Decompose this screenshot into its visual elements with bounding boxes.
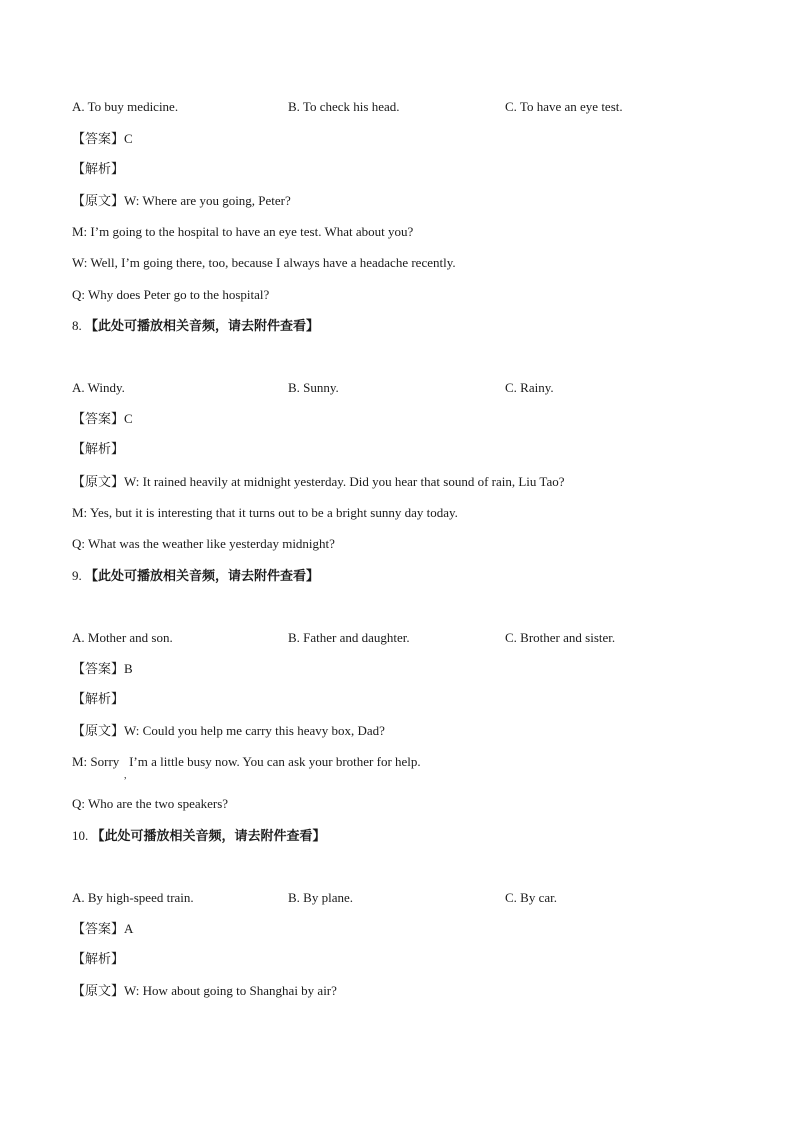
- q8-option-a: A. Windy.: [72, 380, 125, 395]
- question-number: 9.: [72, 568, 82, 583]
- q7-analysis-label: 【解析】: [72, 162, 125, 177]
- question-number: 10.: [72, 828, 89, 843]
- dialogue-text: W: It rained heavily at midnight yesterday. Did you hear that sound of rain, Liu Tao?: [124, 474, 565, 489]
- q7-option-b: B. To check his head.: [288, 99, 400, 114]
- answer-value: B: [124, 661, 133, 676]
- answer-value: C: [124, 131, 133, 146]
- q7-transcript-line: [72, 193, 291, 210]
- dialogue-text: W: Where are you going, Peter?: [124, 193, 291, 208]
- q8-transcript-line: [72, 474, 565, 491]
- q9-heading: [72, 568, 319, 585]
- question-number: 8.: [72, 318, 82, 333]
- q7-question-line: Q: Why does Peter go to the hospital?: [72, 287, 270, 302]
- q10-option-a: A. By high-speed train.: [72, 890, 194, 905]
- source-label: 【原文】: [72, 724, 125, 739]
- source-label: 【原文】: [72, 194, 125, 209]
- source-label: 【原文】: [72, 984, 125, 999]
- answer-label: 【答案】: [72, 662, 125, 677]
- dialogue-text: W: How about going to Shanghai by air?: [124, 983, 337, 998]
- answer-label: 【答案】: [72, 132, 125, 147]
- q10-heading: [72, 828, 326, 845]
- q10-answer: [72, 921, 133, 938]
- dialogue-text: I’m a little busy now. You can ask your brother for help.: [129, 754, 421, 769]
- q7-transcript-line: W: Well, I’m going there, too, because I always have a headache recently.: [72, 255, 456, 270]
- q8-heading: [72, 318, 319, 335]
- q8-question-line: Q: What was the weather like yesterday midnight?: [72, 536, 335, 551]
- q10-transcript-line: [72, 983, 337, 1000]
- q7-transcript-line: M: I’m going to the hospital to have an eye test. What about you?: [72, 224, 414, 239]
- q9-option-a: A. Mother and son.: [72, 630, 173, 645]
- q7-option-a: A. To buy medicine.: [72, 99, 179, 114]
- q10-option-c: C. By car.: [505, 890, 557, 905]
- answer-label: 【答案】: [72, 412, 125, 427]
- q9-question-line: Q: Who are the two speakers?: [72, 796, 229, 811]
- answer-label: 【答案】: [72, 922, 125, 937]
- q9-option-c: C. Brother and sister.: [505, 630, 616, 645]
- audio-prompt: 【此处可播放相关音频，请去附件查看】: [85, 569, 320, 584]
- q7-option-c: C. To have an eye test.: [505, 99, 623, 114]
- q9-transcript-line: [72, 754, 421, 770]
- q8-option-c: C. Rainy.: [505, 380, 554, 395]
- answer-value: A: [124, 921, 134, 936]
- q9-transcript-line: [72, 723, 385, 740]
- q7-answer: [72, 131, 133, 148]
- answer-value: C: [124, 411, 133, 426]
- q9-answer: [72, 661, 133, 678]
- audio-prompt: 【此处可播放相关音频，请去附件查看】: [91, 829, 326, 844]
- q10-option-b: B. By plane.: [288, 890, 353, 905]
- dialogue-text: M: Sorry: [72, 754, 120, 769]
- dialogue-text: W: Could you help me carry this heavy box, Dad?: [124, 723, 385, 738]
- q10-analysis-label: 【解析】: [72, 952, 125, 967]
- q9-option-b: B. Father and daughter.: [288, 630, 410, 645]
- audio-prompt: 【此处可播放相关音频，请去附件查看】: [85, 319, 320, 334]
- source-label: 【原文】: [72, 475, 125, 490]
- stray-comma: ,: [124, 770, 127, 781]
- q8-analysis-label: 【解析】: [72, 442, 125, 457]
- q8-transcript-line: M: Yes, but it is interesting that it turns out to be a bright sunny day today.: [72, 505, 458, 520]
- q8-answer: [72, 411, 133, 428]
- q8-option-b: B. Sunny.: [288, 380, 339, 395]
- q9-analysis-label: 【解析】: [72, 692, 125, 707]
